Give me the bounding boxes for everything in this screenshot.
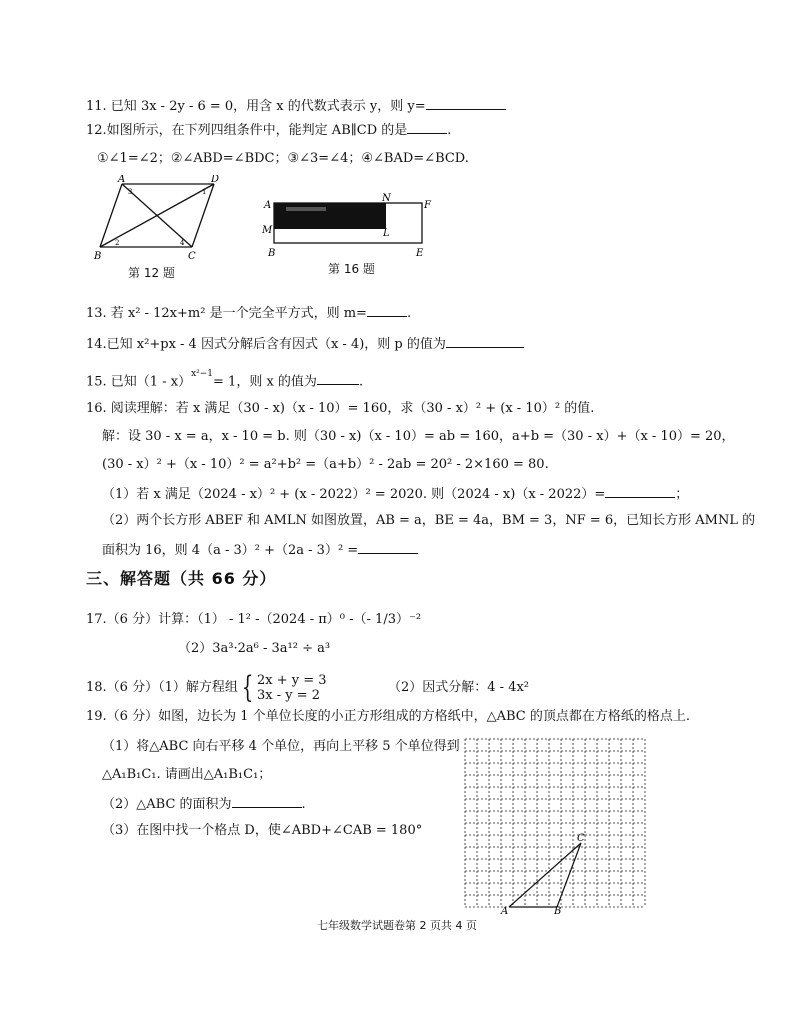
segment-ac [509,843,581,907]
answer-blank-15[interactable] [317,371,359,385]
answer-blank-16-1[interactable] [605,484,675,498]
question-17-line-1: 17.（6 分）计算：（1） - 1² -（2024 - π）⁰ -（- 1/3）⁻² [86,612,422,627]
question-18 [86,669,327,705]
equation-system [257,673,327,703]
question-16-part-1-text: （1）若 x 满足（2024 - x）² + (x - 2022）² = 2020. 则（2024 - x)（x - 2022）= [102,487,606,502]
question-16-line-2: 解：设 30 - x = a，x - 10 = b. 则（30 - x)（x - 10）= ab = 160，a+b =（30 - x）+（x - 10）= 20， [102,429,735,444]
question-11 [86,96,506,116]
label-l: L [383,228,390,239]
question-19-part-2-end: . [301,797,306,812]
label-a: A [264,200,272,211]
angle-label-3: 3 [128,188,133,196]
label-b: B [268,248,276,259]
question-18-part-2: （2）因式分解：4 - 4x² [388,680,530,695]
question-12-options: ①∠1=∠2；②∠ABD=∠BDC；③∠3=∠4；④∠BAD=∠BCD. [97,151,469,166]
label-a: A [118,175,126,185]
question-16-part-1 [102,484,688,504]
question-14-text: 14.已知 x²+px - 4 因式分解后含有因式（x - 4)，则 p 的值为 [86,337,446,352]
answer-blank-16-2[interactable] [358,540,418,554]
question-15-post: = 1，则 x 的值为 [213,374,317,390]
answer-blank-19[interactable] [232,794,302,808]
answer-blank-11[interactable] [426,96,506,110]
rectangle-amln [274,203,386,229]
label-e: E [416,248,424,259]
caption-fig-16: 第 16 题 [328,262,375,276]
question-11-text: 11. 已知 3x - 2y - 6 = 0，用含 x 的代数式表示 y，则 y= [86,99,426,114]
page-footer: 七年级数学试题卷第 2 页共 4 页 [317,919,477,932]
grid-label-b: B [554,906,562,915]
scan-noise [286,207,326,211]
question-19-line-2: （1）将△ABC 向右平移 4 个单位，再向上平移 5 个单位得到 [102,739,460,754]
question-16-line-1: 16. 阅读理解：若 x 满足（30 - x)（x - 10）= 160，求（30 - x）² + (x - 10）² 的值. [86,401,595,416]
grid-label-a: A [501,906,509,915]
answer-blank-12[interactable] [407,120,447,134]
question-13: 13. 若 x² - 12x+m² 是一个完全平方式，则 m= . [86,303,411,323]
label-d: D [211,175,220,185]
answer-blank-13[interactable] [367,303,407,317]
caption-fig-12: 第 12 题 [128,266,175,280]
label-c: C [188,251,196,262]
question-12: 12.如图所示，在下列四组条件中，能判定 AB∥CD 的是 . [86,120,451,140]
question-14 [86,334,524,354]
question-16-part-2-text: 面积为 16，则 4（a - 3）² +（2a - 3）² = [102,543,359,558]
question-19-line-3: △A₁B₁C₁. 请画出△A₁B₁C₁； [102,767,272,782]
question-19-part-3: （3）在图中找一个格点 D，使∠ABD+∠CAB = 180° [102,823,423,838]
question-15: 15. 已知（1 - x）$^{x^2-1}$= 1，则 x 的值为 . [86,369,364,390]
grid-label-c: C [577,833,585,844]
label-b: B [94,251,102,262]
question-19-line-1: 19.（6 分）如图，边长为 1 个单位长度的小正方形组成的方格纸中，△ABC 的顶点都在方格纸的格点上. [86,709,691,724]
segment-ab [100,184,122,247]
section-3-title: 三、解答题（共 66 分） [86,569,277,588]
angle-label-4: 4 [180,239,185,247]
question-16-part-2: （2）两个长方形 ABEF 和 AMLN 如图放置，AB = a，BE = 4a，BM = 3，NF = 6，已知长方形 AMNL 的 [102,513,756,528]
question-16-line-3: (30 - x）² +（x - 10）² = a²+b² =（a+b）² - 2ab = 20² - 2×160 = 80. [102,457,549,472]
segment-bd [100,184,214,247]
segment-bc [557,843,581,907]
question-12-text: 12.如图所示，在下列四组条件中，能判定 AB∥CD 的是 [86,123,408,138]
grid-figure-19 [461,735,647,915]
question-17-line-2: （2）3a³·2a⁶ - 3a¹² ÷ a³ [178,641,331,656]
angle-label-1: 1 [202,188,207,196]
label-n: N [382,193,391,204]
answer-blank-14[interactable] [446,334,524,348]
question-15-exponent: x²−1 [191,369,214,379]
question-19-part-2-text: （2）△ABC 的面积为 [102,797,232,812]
question-15-pre: 15. 已知（1 - x） [86,374,192,390]
question-16-part-2-cont [102,540,418,560]
question-13-text: 13. 若 x² - 12x+m² 是一个完全平方式，则 m= [86,306,367,321]
equation-2: 3x - y = 2 [256,687,320,703]
equation-1: 2x + y = 3 [256,672,327,688]
figure-16 [256,193,436,263]
figure-12 [90,175,240,265]
question-16-part-1-end: ； [675,487,689,502]
label-f: F [424,200,431,211]
question-18-text: 18.（6 分）（1）解方程组 [86,680,238,695]
brace-icon: { [241,669,254,705]
angle-label-2: 2 [115,239,120,247]
label-m: M [262,225,273,236]
question-19-part-2 [102,794,306,814]
